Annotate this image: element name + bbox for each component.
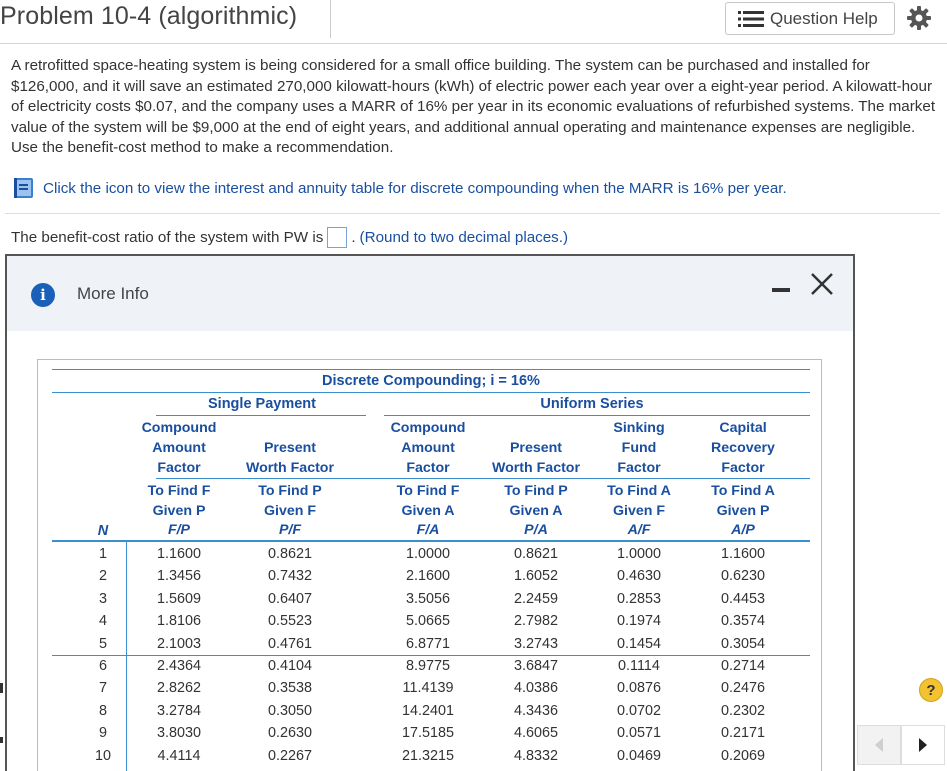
- factor-cell: 8.9775: [405, 658, 450, 674]
- factor-cell: 0.1454: [616, 635, 661, 652]
- period-cell: 9: [98, 725, 107, 742]
- table-rule: [52, 540, 810, 542]
- column-header-line: Amount: [401, 440, 455, 456]
- factor-cell: 4.3436: [513, 702, 558, 719]
- period-cell: 4: [98, 613, 107, 630]
- header-divider: [0, 43, 947, 44]
- column-symbol: A/P: [731, 522, 755, 538]
- table-rule: [156, 478, 810, 479]
- column-find-label: To Find A: [607, 483, 671, 499]
- minimize-icon[interactable]: [772, 288, 790, 292]
- factor-cell: 0.3050: [267, 702, 312, 719]
- period-cell: 6: [98, 658, 107, 674]
- factor-cell: 0.0469: [616, 747, 661, 764]
- factor-cell: 21.3215: [401, 747, 455, 764]
- column-symbol: P/F: [278, 522, 302, 538]
- column-symbol: A/F: [627, 522, 651, 538]
- factor-cell: 1.8106: [156, 613, 201, 630]
- table-rule: [156, 415, 366, 416]
- factor-cell: 0.1114: [618, 658, 660, 674]
- table-link-text[interactable]: Click the icon to view the interest and annuity table for discrete compounding when the MARR is 16% per year.: [43, 179, 787, 197]
- period-cell: 8: [98, 702, 107, 719]
- factor-cell: 0.2069: [720, 747, 765, 764]
- factor-cell: 17.5185: [401, 725, 455, 742]
- factor-cell: 3.8030: [156, 725, 201, 742]
- factor-cell: 0.7432: [267, 568, 312, 585]
- factor-cell: 0.4453: [720, 590, 765, 607]
- chevron-right-icon: [902, 726, 944, 764]
- column-symbol: P/A: [524, 522, 548, 538]
- column-symbol: F/A: [416, 522, 440, 538]
- close-icon[interactable]: [807, 269, 837, 299]
- factor-cell: 2.8262: [156, 680, 201, 697]
- column-header-line: Recovery: [711, 440, 775, 456]
- book-icon[interactable]: [13, 176, 35, 200]
- title-divider: [330, 0, 331, 38]
- period-cell: 1: [98, 546, 107, 562]
- factor-cell: 0.0571: [616, 725, 661, 742]
- column-header-line: Factor: [721, 460, 765, 476]
- factor-cell: 2.7982: [513, 613, 558, 630]
- factor-cell: 0.2853: [616, 590, 661, 607]
- info-icon: i: [31, 283, 55, 307]
- period-cell: 5: [98, 635, 107, 652]
- column-header-line: Present: [509, 440, 563, 456]
- factor-cell: 1.0000: [405, 546, 450, 562]
- factor-cell: 3.2743: [513, 635, 558, 652]
- factor-cell: 0.2630: [267, 725, 312, 742]
- column-given-label: Given P: [152, 503, 206, 519]
- factor-cell: 0.2302: [720, 702, 765, 719]
- factor-cell: 2.1003: [156, 635, 201, 652]
- column-header-line: Worth Factor: [245, 460, 334, 476]
- factor-cell: 0.0702: [616, 702, 661, 719]
- factor-cell: 4.6065: [513, 725, 558, 742]
- chevron-left-icon: [858, 726, 900, 764]
- column-header-line: Capital: [719, 420, 767, 436]
- factor-cell: 4.4114: [157, 747, 201, 764]
- factor-cell: 3.5056: [405, 590, 450, 607]
- factor-cell: 1.6052: [513, 568, 558, 585]
- dialog-header: [7, 256, 853, 331]
- column-header-line: Compound: [141, 420, 217, 436]
- factor-table: [37, 359, 822, 771]
- factor-cell: 0.5523: [267, 613, 312, 630]
- column-find-label: To Find P: [504, 483, 568, 499]
- dialog-title: More Info: [77, 284, 149, 303]
- gear-icon[interactable]: [906, 5, 932, 31]
- factor-cell: 0.3538: [267, 680, 312, 697]
- column-header-line: Factor: [157, 460, 201, 476]
- single-payment-heading: Single Payment: [208, 396, 316, 412]
- table-link[interactable]: [13, 176, 787, 200]
- factor-cell: 4.0386: [513, 680, 558, 697]
- factor-cell: 14.2401: [401, 702, 455, 719]
- period-cell: 2: [98, 568, 107, 585]
- factor-cell: 1.3456: [156, 568, 201, 585]
- table-rule: [384, 415, 810, 416]
- column-header-line: Fund: [621, 440, 657, 456]
- factor-cell: 0.2476: [720, 680, 765, 697]
- column-given-label: Given F: [612, 503, 666, 519]
- column-find-label: To Find F: [396, 483, 460, 499]
- previous-button[interactable]: [857, 725, 901, 765]
- column-header-line: Factor: [617, 460, 661, 476]
- factor-cell: 0.6230: [720, 568, 765, 585]
- next-button[interactable]: [901, 725, 945, 765]
- period-cell: 3: [98, 590, 107, 607]
- table-rule: [52, 392, 810, 393]
- factor-cell: 5.0665: [405, 613, 450, 630]
- column-find-label: To Find P: [258, 483, 322, 499]
- factor-cell: 0.3054: [720, 635, 765, 652]
- column-find-label: To Find F: [147, 483, 211, 499]
- factor-cell: 6.8771: [405, 635, 450, 652]
- factor-cell: 0.6407: [267, 590, 312, 607]
- factor-cell: 0.0876: [616, 680, 661, 697]
- column-header-line: Worth Factor: [491, 460, 580, 476]
- question-help-label: Question Help: [770, 8, 878, 28]
- factor-cell: 0.2171: [720, 725, 765, 742]
- factor-cell: 1.1600: [720, 546, 765, 562]
- uniform-series-heading: Uniform Series: [540, 396, 644, 412]
- list-icon: [738, 10, 764, 28]
- factor-cell: 1.5609: [156, 590, 201, 607]
- factor-cell: 0.2714: [720, 658, 765, 674]
- edge-marker: [0, 737, 3, 743]
- factor-cell: 0.4630: [616, 568, 661, 585]
- problem-text: A retrofitted space-heating system is being considered for a small office building. The system can be purchased and installed for $126,000, and it will save an estimated 270,000 kilowatt-hours (kWh) of electric power each year over a eight-year period. A kilowatt-hour of electricity costs $0.07, and the company uses a MARR of 16% per year in its economic evaluations of refurbished systems. The market value of the system will be $9,000 at the end of eight years, and additional annual operating and maintenance expenses are negligible. Use the benefit-cost method to make a recommendation.: [11, 57, 936, 157]
- page-title: Problem 10-4 (algorithmic): [0, 2, 298, 30]
- column-header-line: Sinking: [613, 420, 665, 436]
- question-help-button[interactable]: [725, 2, 895, 35]
- period-cell: 7: [98, 680, 107, 697]
- column-header-line: Amount: [152, 440, 206, 456]
- column-header-line: Present: [263, 440, 317, 456]
- answer-prefix: The benefit-cost ratio of the system with PW is: [11, 229, 324, 246]
- help-badge-icon[interactable]: ?: [919, 678, 943, 702]
- factor-cell: 3.2784: [156, 702, 201, 719]
- factor-cell: 0.8621: [513, 546, 558, 562]
- column-given-label: Given P: [716, 503, 770, 519]
- factor-cell: 11.4139: [402, 680, 454, 697]
- more-info-dialog: [5, 254, 855, 771]
- factor-cell: 2.1600: [405, 568, 450, 585]
- column-given-label: Given A: [509, 503, 563, 519]
- answer-row: [11, 227, 568, 248]
- table-title: [52, 371, 810, 391]
- column-symbol: F/P: [167, 522, 191, 538]
- column-header-line: Factor: [406, 460, 450, 476]
- factor-cell: 0.1974: [616, 613, 661, 630]
- column-given-label: Given A: [401, 503, 455, 519]
- answer-note: (Round to two decimal places.): [359, 229, 569, 246]
- factor-cell: 4.8332: [513, 747, 558, 764]
- table-rule: [52, 369, 810, 370]
- factor-cell: 0.3574: [720, 613, 765, 630]
- factor-cell: 2.2459: [513, 590, 558, 607]
- factor-cell: 0.8621: [267, 546, 312, 562]
- column-header-line: Compound: [390, 420, 466, 436]
- section-divider: [5, 213, 940, 214]
- column-given-label: Given F: [263, 503, 317, 519]
- answer-suffix: .: [351, 229, 356, 246]
- answer-input[interactable]: [327, 227, 347, 248]
- factor-cell: 3.6847: [513, 658, 558, 674]
- period-cell: 10: [94, 747, 111, 764]
- factor-cell: 1.0000: [616, 546, 661, 562]
- n-column-header: N: [97, 523, 109, 539]
- factor-cell: 0.4104: [267, 658, 312, 674]
- factor-cell: 1.1600: [156, 546, 201, 562]
- n-column-divider: [126, 542, 127, 771]
- table-title-text: Discrete Compounding; i = 16%: [322, 373, 540, 389]
- edge-marker: [0, 683, 3, 693]
- factor-cell: 0.4761: [267, 635, 312, 652]
- column-find-label: To Find A: [711, 483, 775, 499]
- factor-cell: 2.4364: [156, 658, 201, 674]
- factor-cell: 0.2267: [267, 747, 312, 764]
